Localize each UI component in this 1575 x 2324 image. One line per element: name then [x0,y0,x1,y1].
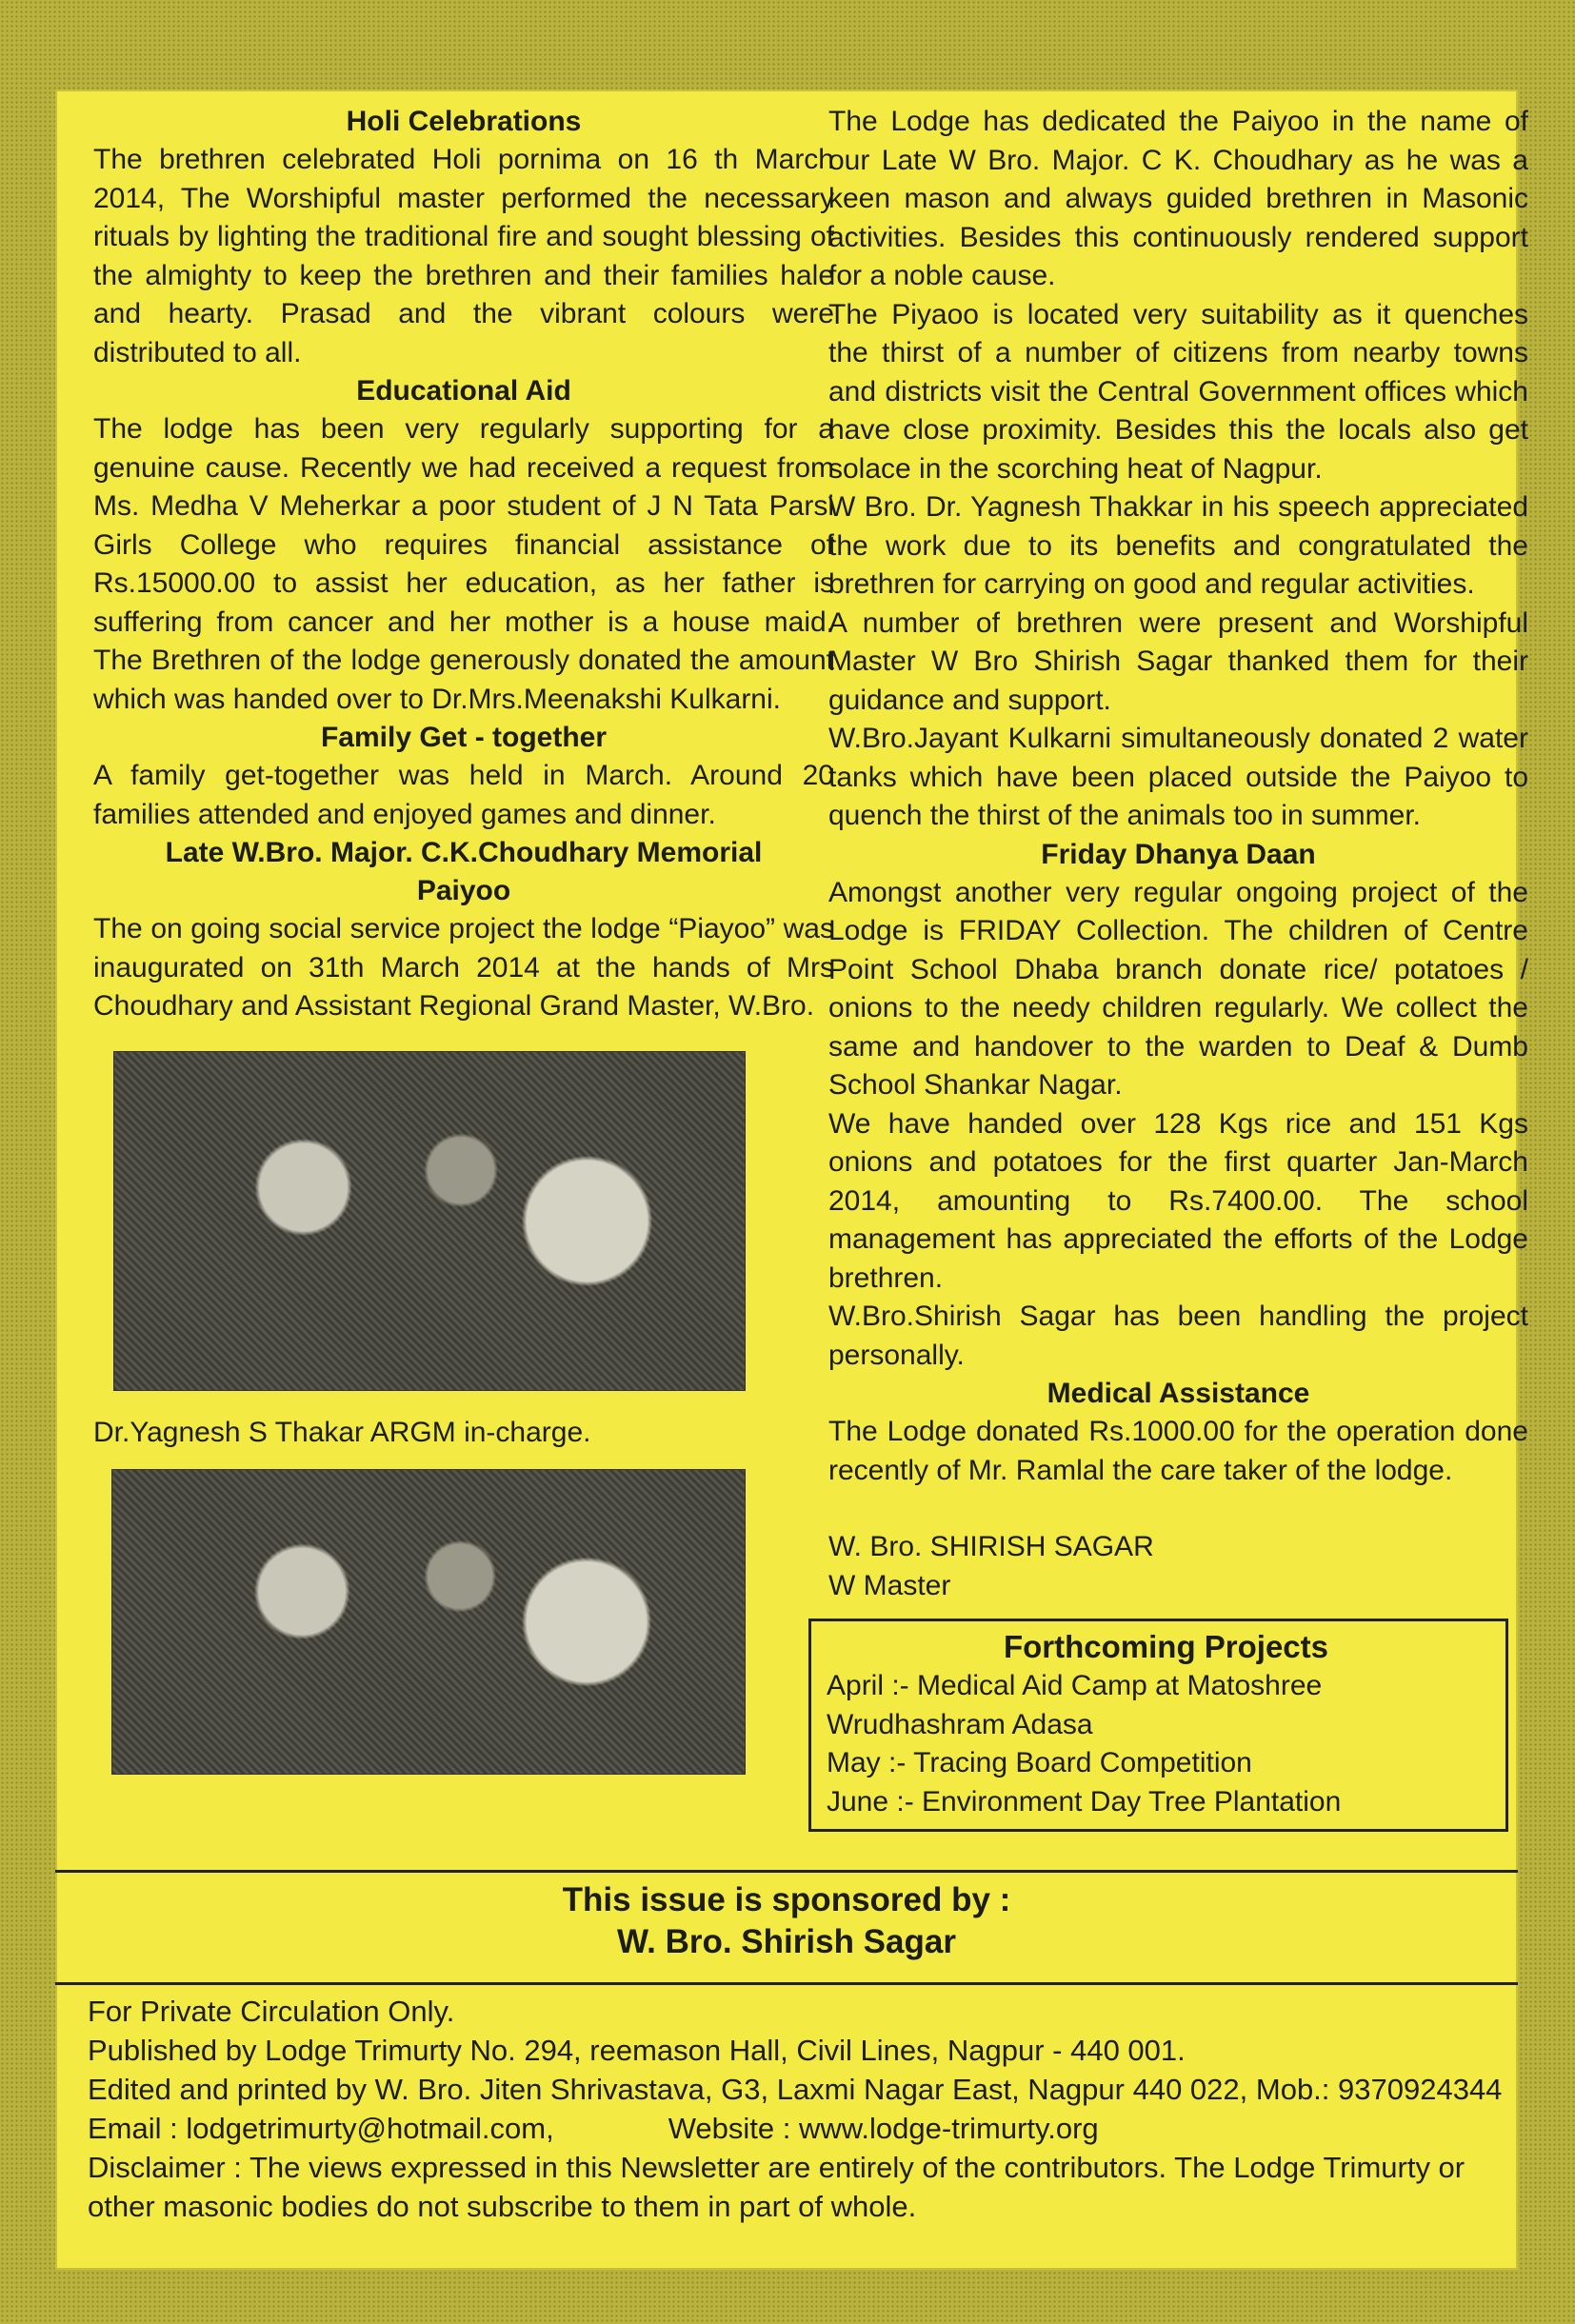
publisher-line: Published by Lodge Trimurty No. 294, reemason Hall, Civil Lines, Nagpur - 440 001. [88,2034,1186,2067]
water-tanks-text: W.Bro.Jayant Kulkarni simultaneously donated 2 water tanks which have been placed outside the Paiyoo to quench the thirst of the animals too in summer. [828,723,1528,831]
educational-aid-text: The lodge has been very regularly supporting for a genuine cause. Recently we had received a request from Ms. Medha V Meherkar a poor student of J N Tata Parsi Girls College who requires financial assistance of Rs.15000.00 to assist her education, as her father is suffering from cancer and her mother is a house maid. The Brethren of the lodge generously donated the amount which was handed over to Dr.Mrs.Meenakshi Kulkarni. [93,413,834,715]
left-column [93,103,834,1775]
paiyoo-heading-line1: Late W.Bro. Major. C.K.Choudhary Memorial [165,837,763,868]
paiyoo-heading-line2: Paiyoo [416,875,511,906]
sponsor-top-divider [55,1870,1518,1873]
thanks-text: A number of brethren were present and Worshipful Master W Bro Shirish Sagar thanked them for their guidance and support. [828,606,1528,716]
photo-caption: Dr.Yagnesh S Thakar ARGM in-charge. [93,1416,591,1448]
medical-text: The Lodge donated Rs.1000.00 for the operation done recently of Mr. Ramlal the care taker of the lodge. [828,1416,1528,1486]
projects-heading: Forthcoming Projects [1003,1629,1329,1664]
signature-role: W Master [828,1569,951,1601]
email-text: Email : lodgetrimurty@hotmail.com, [88,2112,554,2145]
sponsor-label: This issue is sponsored by : [562,1881,1011,1918]
paiyoo-text: The on going social service project the lodge “Piayoo” was inaugurated on 31th March 2014 at the hands of Mrs Choudhary and Assistant Regional Grand Master, W.Bro. [93,913,834,1022]
educational-aid-heading: Educational Aid [356,375,571,407]
sponsor-bottom-divider [55,1982,1518,1985]
family-text: A family get-together was held in March. Around 20 families attended and enjoyed games and dinner. [93,760,834,830]
sponsor-name: W. Bro. Shirish Sagar [617,1923,956,1960]
signature-name: W. Bro. SHIRISH SAGAR [828,1531,1154,1562]
group-photo [111,1469,746,1775]
family-heading: Family Get - together [320,722,608,753]
editor-line: Edited and printed by W. Bro. Jiten Shrivastava, G3, Laxmi Nagar East, Nagpur 440 022, Mob.: 9370924344 [88,2073,1503,2106]
friday-text-3: W.Bro.Shirish Sagar has been handling the project personally. [828,1301,1528,1371]
friday-heading: Friday Dhanya Daan [1041,838,1316,870]
right-column [828,103,1528,1832]
disclaimer-text: Disclaimer : The views expressed in this Newsletter are entirely of the contributors. The Lodge Trimurty or other masonic bodies do not subscribe to them in part of whole. [88,2151,1465,2223]
contact-line [88,2109,1506,2148]
holi-heading: Holi Celebrations [346,106,582,137]
newsletter-page [55,89,1528,2270]
friday-text-2: We have handed over 128 Kgs rice and 151 Kgs onions and potatoes for the first quarter Jan-March 2014, amounting to Rs.7400.00. The school management has appreciated the efforts of the Lodge brethren. [828,1107,1528,1294]
project-item: June :- Environment Day Tree Plantation [827,1785,1342,1817]
medical-heading: Medical Assistance [1047,1378,1310,1409]
footer [88,1992,1506,2226]
inauguration-photo [113,1051,746,1391]
project-item: May :- Tracing Board Competition [827,1747,1252,1778]
piyaoo-location-text: The Piyaoo is located very suitability as it quenches the thirst of a number of citizens from nearby towns and districts visit the Central Government offices which have close proximity. Besides this the locals also get solace in the scorching heat of Nagpur. [828,298,1528,485]
website-text: Website : www.lodge-trimurty.org [668,2112,1099,2145]
holi-text: The brethren celebrated Holi pornima on 16 th March 2014, The Worshipful master performed the necessary rituals by lighting the traditional fire and sought blessing of the almighty to keep the brethren and their families hale and hearty. Prasad and the vibrant colours were distributed to all. [93,144,834,368]
forthcoming-projects-box [808,1619,1508,1832]
friday-text-1: Amongst another very regular ongoing project of the Lodge is FRIDAY Collection. The children of Centre Point School Dhaba branch donate rice/ potatoes / onions to the needy children regularly. We collect the same and handover to the warden to Deaf & Dumb School Shankar Nagar. [828,876,1528,1101]
speech-text: W Bro. Dr. Yagnesh Thakkar in his speech appreciated the work due to its benefits and congratulated the brethren for carrying on good and regular activities. [828,491,1528,600]
sponsor-block [55,1879,1518,1963]
paiyoo-dedication-text: The Lodge has dedicated the Paiyoo in the name of our Late W Bro. Major. C K. Choudhary as he was a keen mason and always guided brethren in Masonic activities. Besides this continuously rendered support for a noble cause. [828,106,1528,291]
project-item: April :- Medical Aid Camp at Matoshree Wrudhashram Adasa [827,1670,1323,1740]
private-circulation: For Private Circulation Only. [88,1995,455,2028]
